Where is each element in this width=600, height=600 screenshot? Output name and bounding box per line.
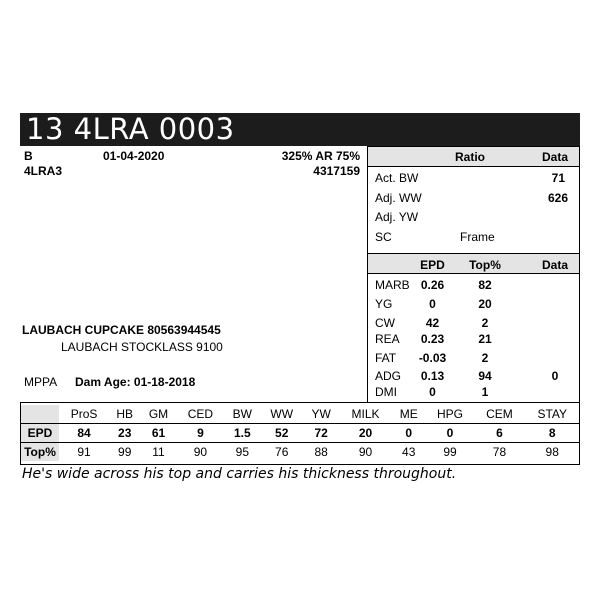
epd-summary-table [21,405,580,461]
col-header: STAY [537,407,568,421]
comment-text: He's wide across his top and carries his thickness throughout. [22,466,457,482]
top-value: 43 [402,445,416,459]
epd-header: EPD [420,258,445,272]
top-value: 76 [275,445,289,459]
top-value: 90 [358,445,373,459]
epd-value: 1.5 [233,426,251,440]
col-header: WW [270,407,294,421]
col-header: GM [148,407,169,421]
carcass-top: 2 [481,316,489,330]
carcass-label: FAT [375,351,397,365]
birth-date: 01-04-2020 [103,149,165,163]
epd-value: 52 [275,426,289,440]
top-row-label: Top% [21,443,59,462]
lot-title: 13 4LRA 0003 [26,112,235,146]
carcass-epd: 0.23 [420,332,445,346]
epd-value: 0 [446,426,454,440]
carcass-top: 82 [478,278,492,292]
data-header: Data [542,150,569,164]
ratio-info: 325% AR 75% [281,149,360,163]
top-value: 88 [314,445,328,459]
dam-name: LAUBACH CUPCAKE 80563944545 [22,323,221,337]
col-header: CEM [486,407,513,421]
carcass-top: 21 [478,332,492,346]
carcass-top: 94 [478,369,492,383]
col-header: HPG [437,407,464,421]
epd-value: 20 [358,426,373,440]
carcass-top: 20 [478,297,492,311]
ratio-header: Ratio [455,150,485,164]
carcass-label: REA [375,332,400,346]
top-value: 91 [77,445,91,459]
col-header: ProS [70,407,98,421]
carcass-data-header: Data [542,258,569,272]
carcass-top: 1 [481,385,489,399]
epd-value: 72 [314,426,328,440]
carcass-label: YG [375,297,393,311]
top-header: Top% [469,258,501,272]
col-header: YW [311,407,331,421]
top-value: 98 [545,445,559,459]
top-value: 99 [443,445,457,459]
perf-data: 626 [547,191,568,205]
carcass-epd: 0.26 [420,278,445,292]
top-value: 78 [492,445,507,459]
epd-row-label: EPD [21,424,59,443]
carcass-label: MARB [375,278,410,292]
col-header: ME [399,407,418,421]
top-value: 90 [193,445,208,459]
epd-value: 9 [197,426,204,440]
col-header: HB [116,407,134,421]
carcass-epd: 0 [429,385,436,399]
epd-value: 23 [118,426,132,440]
frame-label: Frame [460,230,495,244]
perf-label: Adj. WW [375,191,422,205]
epd-value: 6 [496,426,503,440]
carcass-epd: 0 [429,297,436,311]
summary-epd-row [21,424,580,443]
dam-sire: LAUBACH STOCKLASS 9100 [61,340,223,354]
summary-top-row [21,443,580,462]
registration-number: 4317159 [313,164,360,178]
carcass-epd: 42 [425,316,440,330]
carcass-epd: 0.13 [420,369,445,383]
animal-id: 4LRA3 [24,164,63,178]
carcass-label: CW [375,316,395,330]
epd-value: 8 [548,426,556,440]
perf-label: SC [375,230,392,244]
col-header: CED [187,407,214,421]
dam-age: Dam Age: 01-18-2018 [75,375,196,389]
carcass-label: ADG [375,369,402,383]
summary-header-row [21,405,580,424]
epd-value: 61 [151,426,166,440]
perf-data: 71 [551,171,565,185]
perf-label: Act. BW [375,171,419,185]
carcass-label: DMI [375,385,397,399]
top-value: 11 [152,445,165,459]
col-header: MILK [351,407,380,421]
perf-label: Adj. YW [375,210,419,224]
top-value: 95 [235,445,250,459]
sex-code: B [24,149,33,163]
corner-cell [21,405,59,424]
col-header: BW [232,407,252,421]
epd-value: 84 [77,426,91,440]
carcass-top: 2 [481,351,489,365]
carcass-data: 0 [551,369,559,383]
association: MPPA [24,375,58,389]
carcass-epd: -0.03 [418,351,447,365]
top-value: 99 [118,445,132,459]
epd-value: 0 [405,426,413,440]
